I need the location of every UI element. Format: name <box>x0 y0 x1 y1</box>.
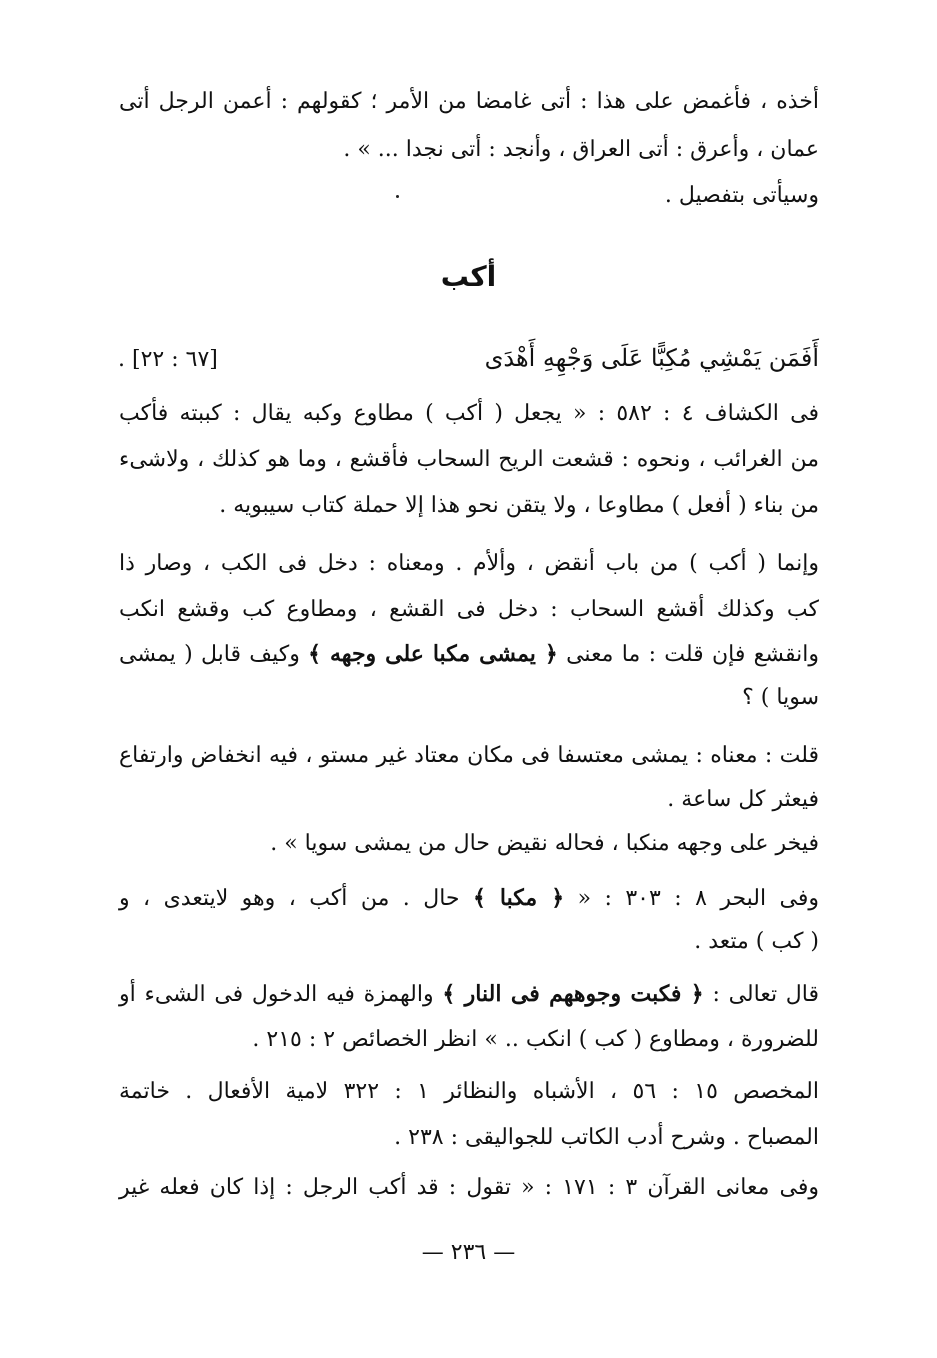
text-line: المخصص ١٥ : ٥٦ ، الأشباه والنظائر ١ : ٣٢٢ لامية الأفعال . خاتمة <box>119 1079 820 1104</box>
quran-verse: أَفَمَن يَمْشِي مُكِبًّا عَلَى وَجْهِهِ أَهْدَى <box>484 344 819 372</box>
text-line: وسيأتى بتفصيل . <box>664 183 819 208</box>
text-line: قلت : معناه : يمشى معتسفا فى مكان معتاد غير مستو ، فيه انخفاض وارتفاع <box>119 743 819 768</box>
text-line: المصباح . وشرح أدب الكاتب للجواليقى : ٢٣٨ . <box>394 1125 819 1150</box>
text-segment: حال . من أكب ، وهو لايتعدى ، و <box>119 886 460 911</box>
text-line: عمان ، وأعرق : أتى العراق ، وأنجد : أتى نجدا ... » . <box>343 137 819 162</box>
text-segment: وكيف قابل ( يمشى <box>119 642 300 667</box>
text-line <box>119 978 819 1011</box>
text-line: للضرورة ، ومطاوع ( كب ) انكب .. » انظر الخصائص ٢ : ٢١٥ . <box>252 1027 819 1052</box>
text-segment: وفى البحر ٨ : ٣٠٣ : « <box>577 886 820 911</box>
page-number: — ٢٣٦ — <box>421 1240 516 1265</box>
text-line: فيخر على وجهه منكبا ، فحاله نقيض حال من يمشى سويا » . <box>270 831 819 856</box>
text-segment: وانقشع فإن قلت : ما معنى <box>566 642 819 667</box>
text-line: سويا ) ؟ <box>742 685 819 710</box>
text-line <box>119 882 819 915</box>
text-line: كب وكذلك أقشع السحاب : دخل فى القشع ، ومطاوع كب وقشع انكب <box>119 597 819 622</box>
text-line: من الغرائب ، ونحوه : قشعت الريح السحاب فأقشع ، وما هو كذلك ، ولاشىء <box>119 447 819 472</box>
stray-dot <box>396 195 399 198</box>
text-line: من بناء ( أفعل ) مطاوعا ، ولا يتقن نحو هذا إلا حملة كتاب سيبويه . <box>219 493 819 518</box>
entry-heading: أكب <box>440 260 497 293</box>
quoted-verse: ﴿ يمشى مكبا على وجهه ﴾ <box>308 641 558 667</box>
text-line: أخذه ، فأغمض على هذا : أتى غامضا من الأمر ؛ كقولهم : أعمن الرجل أتى <box>119 89 819 114</box>
quoted-verse: ﴿ فكبت وجوههم فى النار ﴾ <box>442 981 704 1007</box>
text-line: ( كب ) متعد . <box>694 929 819 954</box>
text-line: فيعثر كل ساعة . <box>667 787 819 812</box>
text-line <box>119 638 819 671</box>
text-segment: والهمزة فيه الدخول فى الشىء أو <box>119 982 434 1007</box>
text-line: وفى معانى القرآن ٣ : ١٧١ : « تقول : قد أكب الرجل : إذا كان فعله غير <box>119 1175 819 1200</box>
text-segment: قال تعالى : <box>712 982 820 1007</box>
quoted-verse: ﴿ مكبا ﴾ <box>472 885 565 911</box>
text-line: وإنما ( أكب ) من باب أنقض ، وألأم . ومعناه : دخل فى الكب ، وصار ذا <box>119 551 819 576</box>
text-line: فى الكشاف ٤ : ٥٨٢ : « يجعل ( أكب ) مطاوع وكبه يقال : كببته فأكب <box>119 401 819 426</box>
verse-reference: [٦٧ : ٢٢] . <box>118 347 218 372</box>
